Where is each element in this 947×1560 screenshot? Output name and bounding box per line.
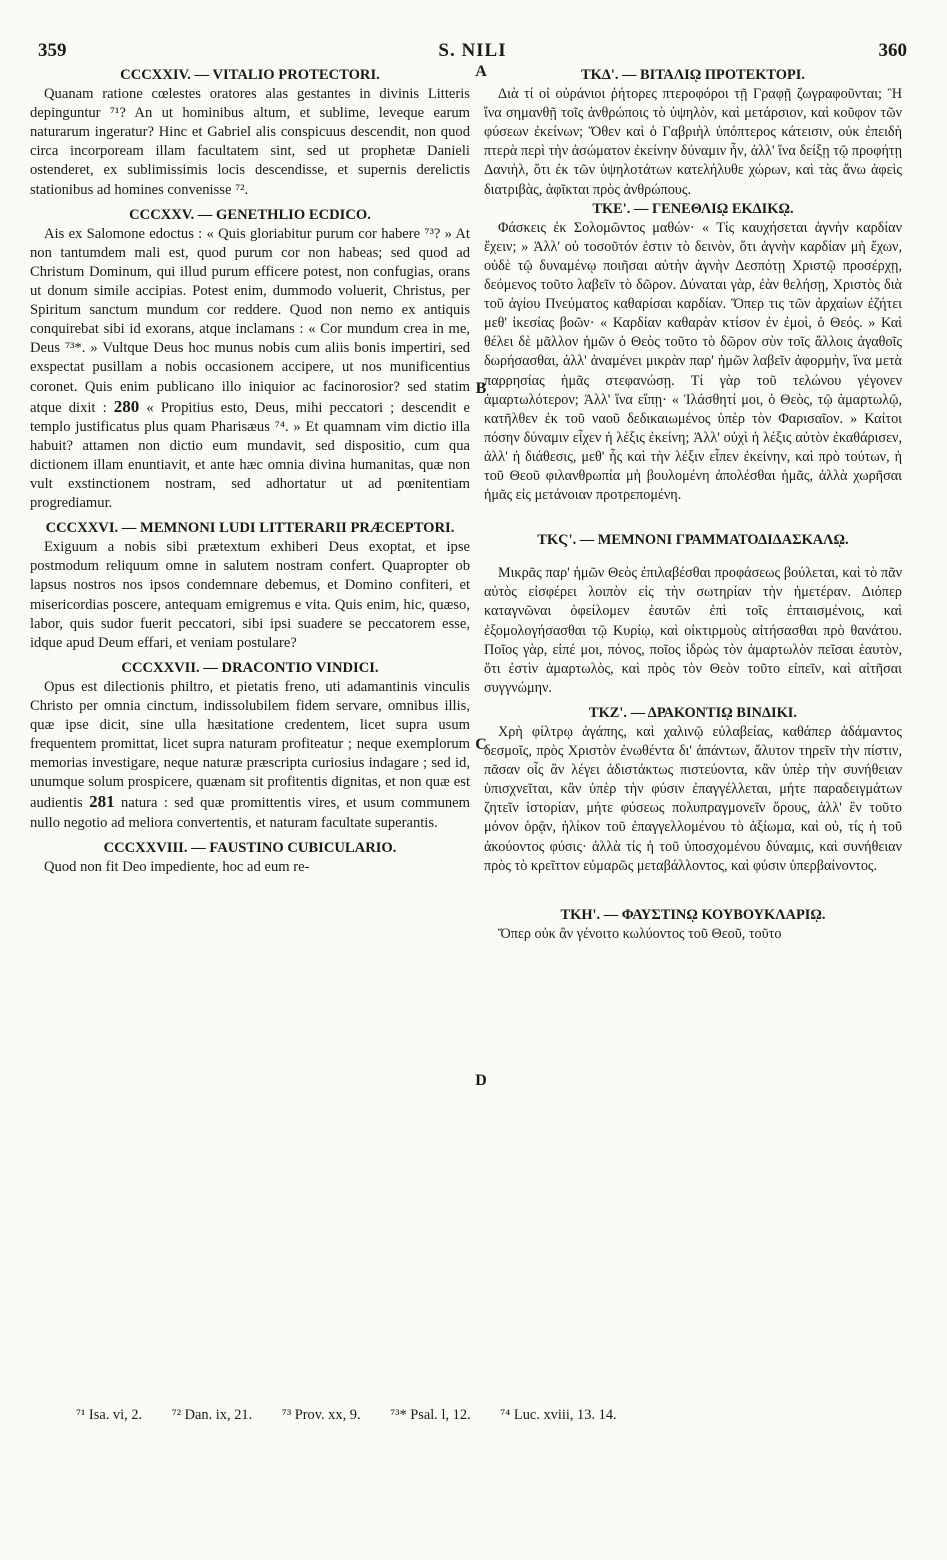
latin-letter-325-text-b: « Propitius esto, Deus, mihi peccatori ; descendit e templo justificatus plus quam Pharisæus ⁷⁴. » Et quamnam vim dictio illa habuit? attamen non dictio eum mundavit, sed dispositio, cum qua dictionem illam enuntiavit, et ante hæc omnia divina humanitas, quæ non vult exstinctionem nostram, sed adhortatur ut ad pœnitentiam progrediamur. xyxy=(30,399,471,512)
latin-letter-328-text: Quod non fit Deo impediente, hoc ad eum re- xyxy=(44,858,310,875)
latin-letter-327-text-b: natura : sed quæ promittentis vires, et usum communem nullo negotio ad meliora convertentis, et naturam facultate superantis. xyxy=(30,795,470,831)
column-number-281: 281 xyxy=(89,792,115,812)
latin-letter-327-text-a: Opus est dilectionis philtro, et pietatis freno, uti adamantinis vinculis Christo per omnia cinctum, indissolubilem fidem servare, omnibus illis, quæ ipse dicit, sine ulla hæsitatione credentem, licet supra usum frequentem promittat, licet supra naturam profiteatur ; neque exemplorum memorias investigare, neque naturæ præscripta curiosius indagare ; sed id, unumque solum prospicere, quænam sit profitentis dignitas, et non quæ est audientis xyxy=(30,678,470,812)
greek-letter-325-text: Φάσκεις ἐκ Σολομῶντος μαθών· « Τίς καυχήσεται ἁγνὴν καρδίαν ἔχειν; » Ἀλλ' οὐ τοσοῦτόν ἐστιν τὸ δεινὸν, ὅτι ἁγνὴν καρδίαν μὴ ἔχων, οὐδὲ τῷ δυναμένῳ ποιῆσαι αὐτὴν ἁγνὴν Δεσπότῃ Χριστῷ προσέρχῃ, δεόμενος τοῦτο λαβεῖν τὸ δῶρον. Δύναται γὰρ, ἐὰν θελήσῃ, Χριστὸς διὰ τοῦ ἁγίου Πνεύματος καθαρίσαι καρδίαν. Ὅπερ τις τῶν ἀρχαίων ἐζήτει μεθ' ἱκεσίας βοῶν· « Καρδίαν καθαρὰν κτίσον ἐν ἐμοὶ, ὁ Θεός. » Καὶ θέλει δὲ μᾶλλον ἡμῶν ὁ Θεὸς τοῦτο τὸ δῶρον σὺν τοῖς ἄλλοις ἀγαθοῖς δωρήσασθαι, ἀλλ' ἀναμένει μικρὰν παρ' ἡμῶν λαβεῖν ἀφορμὴν, ἵνα μετὰ παρρησίας ἡμᾶς στεφανώσῃ. Τί γὰρ τοῦ τελώνου γέγονεν ἁμαρτωλότερον; Ἀλλ' ἵνα εἴπῃ· « Ἱλάσθητί μοι, ὁ Θεὸς, τῷ ἁμαρτωλῷ, κατῆλθεν ἐκ τοῦ ναοῦ δεδικαιωμένος ὑπὲρ τὸν Φαρισαῖον. » Καίτοι πόσην δύναμιν εἶχεν ἡ λέξις ἐκείνη; Ἀλλ' οὐχὶ ἡ λέξις αὐτὸν ἐκαθάρισεν, ἀλλ' ἡ διάθεσις, μεθ' ἧς καὶ τὴν λέξιν εἶπεν ἐκείνην, καὶ πρὸ τούτων, ἡ τοῦ Θεοῦ φιλανθρωπία μὴ βουλομένη ἀπολέσθαι ἡμᾶς, ἀλλὰ χωρῆσαι ἡμᾶς εἰς μετάνοιαν προτρεπομένη. xyxy=(484,219,902,504)
latin-letter-327-text xyxy=(30,678,470,833)
greek-letter-326-title: ΤΚϚ'. — ΜΕΜΝΟΝΙ ΓΡΑΜΜΑΤΟΔΙΔΑΣΚΑΛῼ. xyxy=(537,532,849,549)
page-number-left: 359 xyxy=(38,40,67,61)
latin-letter-325-text xyxy=(30,225,470,513)
latin-column xyxy=(30,66,470,877)
margin-letter-a: A xyxy=(475,63,487,80)
greek-letter-327-title: ΤΚΖ'. — ΔΡΑΚΟΝΤΙῼ ΒΙΝΔΙΚΙ. xyxy=(589,704,797,721)
footnote-71: ⁷¹ Isa. vi, 2. xyxy=(76,1407,143,1423)
latin-letter-326-title: CCCXXVI. — MEMNONI LUDI LITTERARII PRÆCEPTORI. xyxy=(45,520,455,537)
margin-letter-c: C xyxy=(475,736,487,753)
latin-letter-327-title: CCCXXVII. — DRACONTIO VINDICI. xyxy=(121,659,379,676)
footnote-73-star: ⁷³* Psal. l, 12. xyxy=(390,1407,471,1423)
footnote-72: ⁷² Dan. ix, 21. xyxy=(171,1407,253,1423)
greek-letter-324-text: Διὰ τί οἱ οὐράνιοι ῥήτορες πτεροφόροι τῇ Γραφῇ ζωγραφοῦνται; Ἢ ἵνα σημανθῇ τοῖς ἀνθρώποις τὸ ὑψηλὸν, καὶ μετάρσιον, καὶ κοῦφον τῶν φύσεων ἐκείνων; Ὅθεν καὶ ὁ Γαβριὴλ ὑπόπτερος κάτεισιν, οὐκ ἐπειδὴ πτερὰ περὶ τὴν ἀσώματον ἐκείνην δύναμιν ἦν, ἀλλ' ἵνα δείξῃ τῷ προφήτῃ Δανιὴλ, ὅτι ἐκ τῶν ὑψηλοτάτων κατελήλυθε χώρων, καὶ τὰς ἄνω ἀφεὶς διατριβὰς, ἀφῖκται πρὸς ἀνθρώπους. xyxy=(484,86,902,198)
latin-letter-328-title: CCCXXVIII. — FAUSTINO CUBICULARIO. xyxy=(103,839,397,856)
latin-letter-325-title: CCCXXV. — GENETHLIO ECDICO. xyxy=(129,206,371,223)
page-number-right: 360 xyxy=(878,40,907,61)
greek-letter-326-text: Μικρᾶς παρ' ἡμῶν Θεὸς ἐπιλαβέσθαι προφάσεως βούλεται, καὶ τὸ πᾶν αὐτὸς εἰσφέρει λοιπὸν εἰς τὴν σωτηρίαν τὴν ἡμετέραν. Διόπερ καταγνῶναι ὀφείλομεν ἑαυτῶν ἐπὶ τοῖς ἐπταισμένοις, καὶ ἐξομολογήσασθαι τῷ Κυρίῳ, καὶ οἰκτιρμοὺς αἰτήσασθαι πρὸ θανάτου. Ποῖος γὰρ, εἰπέ μοι, πόνος, ποῖος ἱδρὼς τὸν ἁμαρτωλὸν πεῖσαι ἑαυτὸν, ὅτι ἐστὶν ἁμαρτωλὸς, καὶ πρὸς τὸν Θεὸν τοῦτο εἰπεῖν, καὶ αἰτῆσαι συγγνώμην. xyxy=(484,565,902,696)
greek-letter-328-title: ΤΚΗ'. — ΦΑΥΣΤΙΝῼ ΚΟΥΒΟΥΚΛΑΡΙῼ. xyxy=(560,906,826,923)
footnotes xyxy=(76,1407,907,1424)
latin-letter-324-text: Quanam ratione cœlestes oratores alas gestantes in divinis Litteris depinguntur ⁷¹? An ut hominibus altum, et sublime, leveque earum naturarum ingeratur? Hinc et Gabriel alis conspicuus descendit, non quod circa incorpoream illam facultatem sint, sed ut prophetæ Danieli ostenderet, ex sublimissimis locis descendisse, et supernis derelictis stationibus ad homines convenisse ⁷². xyxy=(30,86,470,198)
margin-letter-d: D xyxy=(475,1072,487,1089)
greek-column xyxy=(484,66,902,944)
greek-letter-328-text: Ὅπερ οὐκ ἂν γένοιτο κωλύοντος τοῦ Θεοῦ, τοῦτο xyxy=(498,925,782,942)
greek-letter-324-title: ΤΚΔ'. — ΒΙΤΑΛΙῼ ΠΡΟΤΕΚΤΟΡΙ. xyxy=(581,67,805,83)
greek-letter-327-text: Χρὴ φίλτρῳ ἀγάπης, καὶ χαλινῷ εὐλαβείας, καθάπερ ἀδάμαντος δεσμοῖς, πρὸς Χριστὸν ἐνωθέντα δι' ἁπάντων, ἄλυτον τηρεῖν τὴν πίστιν, πᾶσαν οἷς ἂν λέγει ἀδιστάκτως πιστεύοντα, κἂν ὑπὲρ τὴν συνήθειαν ὑπισχνεῖται, κἂν ὑπὲρ τὴν φύσιν ἐπαγγέλλεται, μήτε παραδειγμάτων ζητεῖν ἱστορίαν, μήτε φύσεως πολυπραγμονεῖν ὅρους, ἀλλ' ἓν τοῦτο μόνον ὁρᾷν, ἡλίκον τοῦ ἐπαγγελλομένου τὸ ἀξίωμα, καὶ οὐ, τίς ἡ τοῦ ἀκούοντος φύσις· ἀλλὰ τίς ἡ τοῦ ὑποσχομένου δύναμις, καὶ συνήθειαν πρὸς τὸ κρεῖττον εὐμαρῶς μεταβάλλοντος, καὶ φύσιν ὑπερβαίνοντος. xyxy=(484,724,902,874)
latin-letter-324-title: CCCXXIV. — VITALIO PROTECTORI. xyxy=(120,67,380,83)
margin-letter-b: B xyxy=(475,380,487,397)
page-title: S. NILI xyxy=(438,40,507,61)
footnote-73: ⁷³ Prov. xx, 9. xyxy=(281,1407,361,1423)
footnote-74: ⁷⁴ Luc. xviii, 13. 14. xyxy=(500,1407,617,1423)
column-number-280: 280 xyxy=(113,396,140,416)
latin-letter-326-text: Exiguum a nobis sibi prætextum exhiberi Deus exoptat, et ipse postmodum reliquum omne in salutem nostram confert. Quapropter ob lapsus nostros nos ipsos condemnare debemus, et Domino confiteri, et misericordias poscere, antequam emigremus e vita. Quis enim, hic, quæso, labor, quis sudor fuerit peccatori, sibi ipsi suadere se peccatorem esse, idque apud Deum effari, et veniam postulare? xyxy=(30,539,470,651)
greek-letter-325-title: ΤΚΕ'. — ΓΕΝΕΘΛΙῼ ΕΚΔΙΚῼ. xyxy=(592,200,794,217)
latin-letter-325-text-a: Ais ex Salomone edoctus : « Quis gloriabitur purum cor habere ⁷³? » At non tantumdem mali est, quod purum cor non habeas; sed quod ad Christum Dominum, qui illud purum efficere potest, non confugias, orans ut donum simile accipias. Potest enim, dummodo voluerit, Christus, per Spiritum sanctum mundum cor reddere. Quod non nemo ex antiquis conquirebat sibi id exorans, atque inclamans : « Cor mundum crea in me, Deus ⁷³*. » Vultque Deus hoc munus nobis cum aliis bonis impertiri, sed exspectat pusillam a nobis occasionem accipere, ut nos munificentius coronet. Quis enim publicano illo iniquior ac facinorosior? sed statim atque dixit : xyxy=(30,225,470,416)
running-head xyxy=(38,40,907,64)
